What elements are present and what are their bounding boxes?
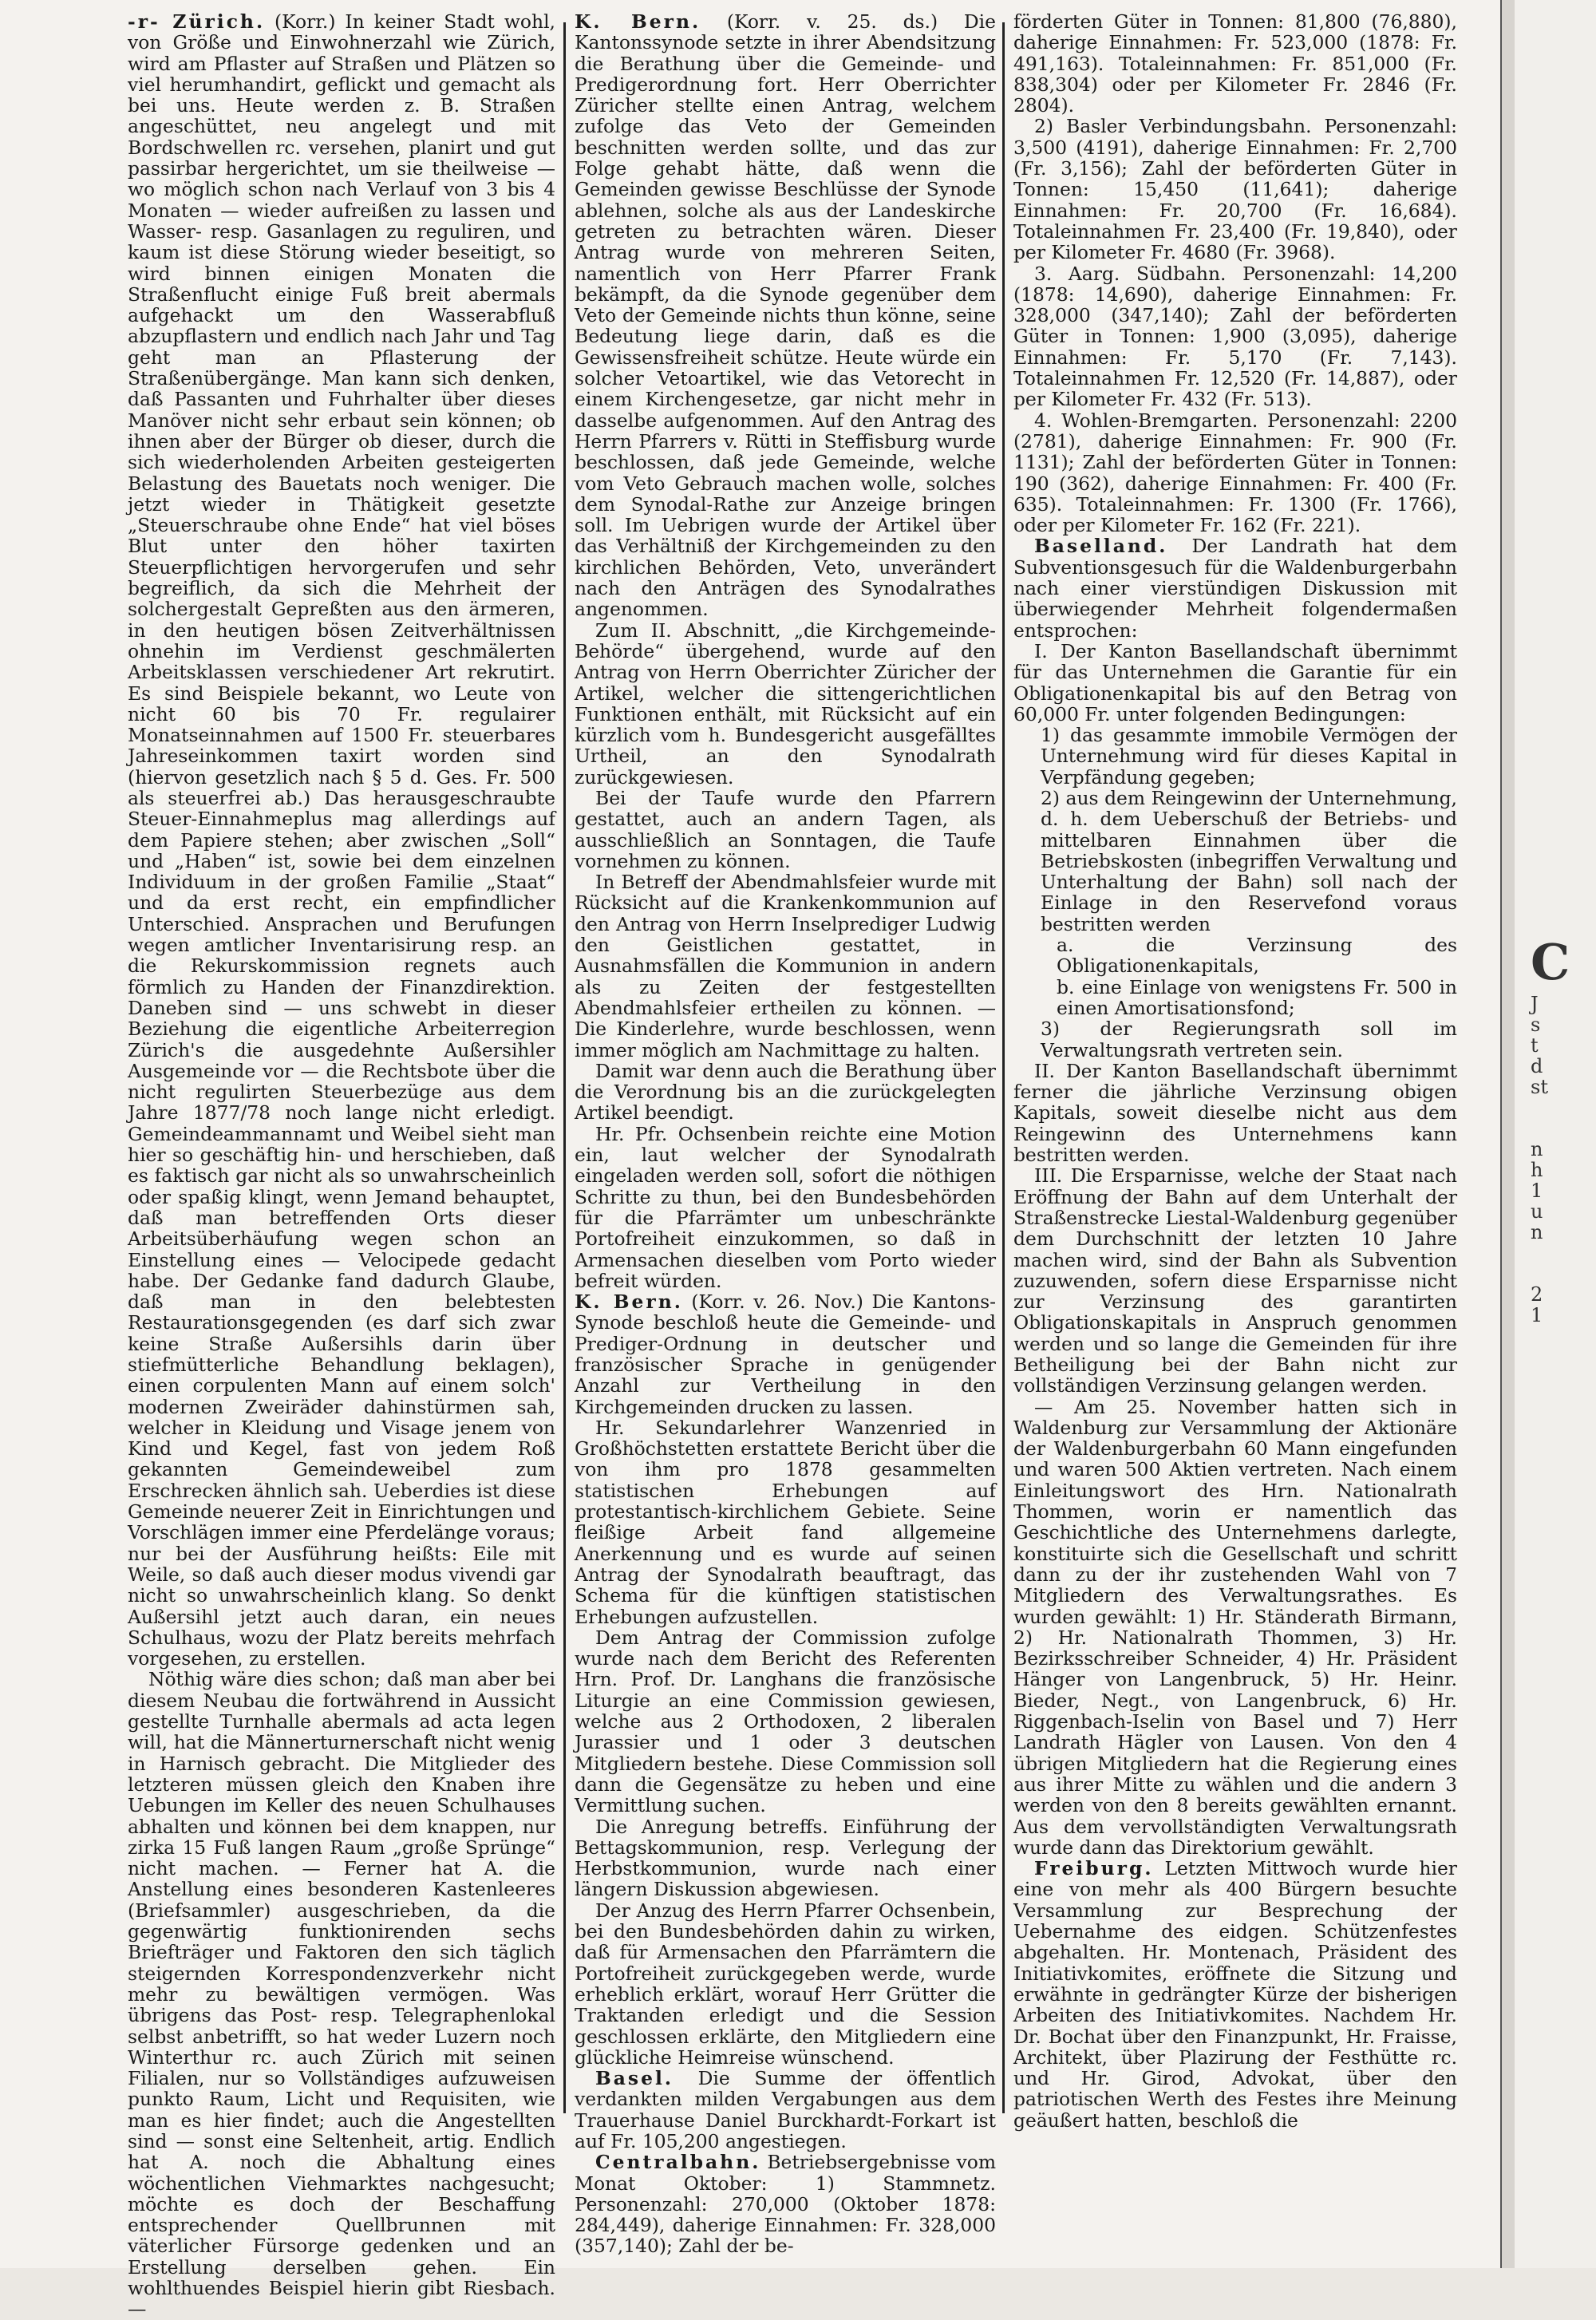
paragraph-text: I. Der Kanton Basellandschaft übernimmt für das Unternehmen die Garantie für ein Obligationenkapital bis auf den Betrag von 60,000 Fr. unter folgenden Bedingungen: xyxy=(1013,639,1457,725)
article-paragraph xyxy=(128,1669,555,2319)
adjacent-fragment: 1 xyxy=(1531,1304,1543,1326)
adjacent-fragment: t xyxy=(1531,1034,1539,1057)
adjacent-fragment xyxy=(1531,1118,1570,1139)
article-paragraph xyxy=(1013,11,1457,116)
dateline: K. Bern. xyxy=(575,10,701,33)
article-paragraph xyxy=(575,1124,996,1291)
adjacent-fragment: s xyxy=(1531,1014,1541,1036)
article-paragraph xyxy=(1013,641,1457,725)
adjacent-fragment: st xyxy=(1531,1076,1548,1098)
page-fold xyxy=(1500,0,1515,2268)
paragraph-text: Hr. Sekundarlehrer Wanzenried in Großhöchstetten erstattete Bericht über die von ihm pro 1878 gesammelten statistischen Erhebungen auf protestantisch-kirchlichem Gebiete. Seine fleißige Arbeit fand allgemeine Anerkennung und es wurde auf seinen Antrag der Synodalrath beauftragt, das Schema für die künftigen statistischen Erhebungen aufzustellen. xyxy=(575,1416,996,1628)
paragraph-text: (Korr.) In keiner Stadt wohl, von Größe und Einwohnerzahl wie Zürich, wird am Pflaster auf Straßen und Plätzen so viel herumhandirt, geflickt und gemacht als bei uns. Heute werden z. B. Straßen angeschüttet, neu angelegt und mit Bordschwellen rc. versehen, planirt und gut passirbar hergerichtet, um sie theilweise — wo möglich schon nach Verlauf von 3 bis 4 Monaten — wieder aufreißen zu lassen und Wasser- resp. Gasanlagen zu reguliren, und kaum ist diese Störung wieder beseitigt, so wird binnen einigen Monaten die Straßenflucht einige Fuß breit abermals aufgehackt um den Wasserabfluß abzupflastern und endlich nach Jahr und Tag geht man an Pflasterung der Straßenübergänge. Man kann sich denken, daß Passanten und Fuhrhalter über dieses Manöver nicht sehr erbaut sein können; ob ihnen aber der Bürger ob dieser, durch die sich wiederholenden Arbeiten gesteigerten Belastung des Bauetats noch weniger. Die jetzt wieder in Thätigkeit gesetzte „Steuerschraube ohne Ende“ hat viel böses Blut unter den höher taxirten Steuerpflichtigen hervorgerufen und sehr begreiflich, da sich die Mehrheit der solchergestalt Gepreßten aus den ärmeren, in den heutigen bösen Zeitverhältnissen ohnehin im Verdienst geschmälerten Arbeitsklassen verschiedener Art rekrutirt. Es sind Beispiele bekannt, wo Leute von nicht 60 bis 70 Fr. regulairer Monatseinnahmen auf 1500 Fr. steuerbares Jahreseinkommen taxirt worden sind (hiervon gesetzlich nach § 5 d. Ges. Fr. 500 als steuerfrei ab.) Das herausgeschraubte Steuer-Einnahmeplus mag allerdings auf dem Papiere stehen; aber zwischen „Soll“ und „Haben“ ist, sowie bei dem einzelnen Individuum in der großen Familie „Staat“ und da erst recht, ein empfindlicher Unterschied. Ansprachen und Berufungen wegen amtlicher Inventarisirung resp. an die Rekurskommission regnets auch förmlich zu Handen der Finanzdirektion. Daneben sind — uns schwebt in dieser Beziehung die eigentliche Arbeiterregion Zürich's die ausgedehnte Außersihler Ausgemeinde vor — die Rechtsbote über die nicht regulirten Steuerbezüge aus dem Jahre 1877/78 noch lange nicht erledigt. Gemeindeammannamt und Weibel sieht man hier so geschäftig hin- und herschieben, daß es faktisch gar nicht als so unwahrscheinlich oder spaßig klingt, wenn Jemand behauptet, daß man betreffenden Orts dieser Arbeitsüberhäufung wegen schon an Einstellung eines — Velocipede gedacht habe. Der Gedanke fand dadurch Glaube, daß man in den belebtesten Restaurationsgegenden (es darf sich zwar keine Straße Außersihls darin über stiefmütterliche Behandlung beklagen), einen corpulenten Mann auf einem solch' modernen Zweiräder dahinstürmen sah, welcher in Kleidung und Visage jenem von Kind und Kegel, fast von jedem Roß gekannten Gemeindeweibel zum Erschrecken ähnlich sah. Ueberdies ist diese Gemeinde neuerer Zeit in Einrichtungen und Vorschlägen immer eine Pferdelänge voraus; nur bei der Ausführung heißts: Eile mit Weile, so daß auch dieser modus vivendi gar nicht so unwahrscheinlich klang. So denkt Außersihl jetzt auch daran, ein neues Schulhaus, wozu der Platz bereits mehrfach vorgesehen, zu erstellen. xyxy=(128,10,555,1670)
article-paragraph xyxy=(575,1816,996,1900)
adjacent-page-edge xyxy=(1500,0,1596,2268)
paragraph-text: Die Anregung betreffs. Einführung der Bettagskommunion, resp. Verlegung der Herbstkommunion, wurde nach einer längern Diskussion abgewiesen. xyxy=(575,1815,996,1901)
paragraph-text: Der Anzug des Herrn Pfarrer Ochsenbein, bei den Bundesbehörden dahin zu wirken, daß für Armensachen den Pfarrämtern die Portofreiheit zurückgegeben werde, wurde erheblich erklärt, worauf Herr Grütter die Traktanden erledigt und die Session geschlossen erklärte, den Mitgliedern eine glückliche Heimreise wünschend. xyxy=(575,1899,996,2069)
paragraph-text: 1) das gesammte immobile Vermögen der Unternehmung wird für dieses Kapital in Verpfändung gegeben; xyxy=(1041,724,1457,788)
adjacent-fragment: 1 xyxy=(1531,1180,1543,1202)
column-middle xyxy=(575,10,997,2258)
paragraph-text: (Korr. v. 25. ds.) Die Kantonssynode setzte in ihrer Abendsitzung die Berathung über die Gemeinde- und Predigerordnung fort. Herr Oberrichter Züricher stellte einen Antrag, welchem zufolge das Veto der Gemeinden beschnitten werden sollte, und das zur Folge gehabt hätte, daß wenn die Gemeinden gewisse Beschlüsse der Synode ablehnen, solche als aus der Landeskirche getreten zu betrachten wären. Dieser Antrag wurde von mehreren Seiten, namentlich von Herr Pfarrer Frank bekämpft, da die Synode gegenüber dem Veto der Gemeinde nichts thun könne, seine Bedeutung liege darin, daß es die Gewissensfreiheit schütze. Heute würde ein solcher Vetoartikel, wie das Vetorecht in einem Kirchengesetze, gar nicht mehr in dasselbe aufgenommen. Auf den Antrag des Herrn Pfarrers v. Rütti in Steffisburg wurde beschlossen, daß jede Gemeinde, welche vom Veto Gebrauch machen wolle, solches dem Synodal-Rathe zur Anzeige bringen soll. Im Uebrigen wurde der Artikel über das Verhältniß der Kirchgemeinden zu den kirchlichen Behörden, Veto, unverändert nach den Anträgen des Synodalrathes angenommen. xyxy=(575,10,996,621)
adjacent-page-text xyxy=(1531,933,1570,1326)
article-paragraph xyxy=(575,871,996,1061)
dateline: K. Bern. xyxy=(575,1290,683,1314)
paragraph-text: Der Landrath hat dem Subventionsgesuch für die Waldenburgerbahn nach einer vierstündigen Diskussion mit überwiegender Mehrheit folgendermaßen entsprochen: xyxy=(1013,535,1457,642)
column-right xyxy=(1013,10,1457,2132)
article-paragraph xyxy=(575,1061,996,1124)
dateline: Freiburg. xyxy=(1034,1857,1154,1880)
adjacent-fragment: u xyxy=(1531,1200,1543,1223)
adjacent-fragment xyxy=(1531,1243,1570,1263)
adjacent-fragment: n xyxy=(1531,1221,1543,1243)
paragraph-text: Zum II. Abschnitt, „die Kirchgemeinde-Behörde“ übergehend, wurde auf den Antrag von Herrn Oberrichter Züricher der Artikel, welcher die sittengerichtlichen Funktionen enthält, mit Rücksicht auf ein kürzlich vom h. Bundesgericht ausgefälltes Urtheil, an den Synodalrath zurückgewiesen. xyxy=(575,619,996,788)
adjacent-initial: C xyxy=(1531,933,1570,991)
paragraph-text: Damit war denn auch die Berathung über die Verordnung bis an die zurückgelegten Artikel beendigt. xyxy=(575,1059,996,1124)
article-paragraph xyxy=(1013,263,1457,410)
article-paragraph xyxy=(575,1900,996,2068)
article-paragraph xyxy=(575,2068,996,2152)
adjacent-fragment: n xyxy=(1531,1138,1543,1160)
article-paragraph xyxy=(1013,1061,1457,1165)
paragraph-text: 3. Aarg. Südbahn. Personenzahl: 14,200 (1878: 14,690), daherige Einnahmen: Fr. 328,000 (347,140); Zahl der beförderten Güter in Tonnen: 1,900 (3,095), daherige Einnahmen: Fr. 5,170 (Fr. 7,143). Totaleinnahmen Fr. 12,520 (Fr. 14,887), oder per Kilometer Fr. 432 (Fr. 513). xyxy=(1013,262,1457,411)
paragraph-text: Die Summe der öffentlich verdankten milden Vergabungen aus dem Trauerhause Daniel Burckhardt-Forkart ist auf Fr. 105,200 angestiegen. xyxy=(575,2067,996,2152)
dateline: -r- Zürich. xyxy=(128,10,266,33)
article-paragraph xyxy=(575,788,996,871)
paragraph-text: — Am 25. November hatten sich in Waldenburg zur Versammlung der Aktionäre der Waldenburgerbahn 60 Mann eingefunden und waren 500 Aktien vertreten. Nach einem Einleitungswort des Hrn. Nationalrath Thommen, worin er namentlich das Geschichtliche des Unternehmens darlegte, konstituirte sich die Gesellschaft und schritt dann zu der ihr zustehenden Wahl von 7 Mitgliedern des Verwaltungsrathes. Es wurden gewählt: 1) Hr. Ständerath Birmann, 2) Hr. Nationalrath Thommen, 3) Hr. Bezirksschreiber Schneider, 4) Hr. Präsident Hänger von Langenbruck, 5) Hr. Heinr. Bieder, Negt., von Langenbruck, 6) Hr. Riggenbach-Iselin von Basel und 7) Herr Landrath Hägler von Lausen. Von den 4 übrigen Mitgliedern hat die Regierung eines aus ihrer Mitte zu wählen und die andern 3 werden von den 8 bereits gewählten ernannt. Aus dem vervollständigten Verwaltungsrath wurde dann das Direktorium gewählt. xyxy=(1013,1395,1457,1859)
paragraph-text: 4. Wohlen-Bremgarten. Personenzahl: 2200 (2781), daherige Einnahmen: Fr. 900 (Fr. 1131); Zahl der beförderten Güter in Tonnen: 190 (362), daherige Einnahmen: Fr. 400 (Fr. 635). Totaleinnahmen: Fr. 1300 (Fr. 1766), oder per Kilometer Fr. 162 (Fr. 221). xyxy=(1013,409,1457,537)
article-paragraph xyxy=(575,2152,996,2256)
adjacent-fragment: J xyxy=(1531,993,1539,1015)
paragraph-text: Hr. Pfr. Ochsenbein reichte eine Motion ein, laut welcher der Synodalrath eingeladen werden soll, sofort die nöthigen Schritte zu thun, bei den Bundesbehörden für die Pfarrämter um unbeschränkte Portofreiheit einzukommen, so daß in Armensachen dieselben vom Porto wieder befreit würden. xyxy=(575,1122,996,1292)
article-paragraph xyxy=(1013,536,1457,640)
dateline: Basel. xyxy=(595,2067,674,2090)
article-paragraph xyxy=(575,620,996,788)
dateline: Baselland. xyxy=(1034,535,1168,558)
paragraph-text: Bei der Taufe wurde den Pfarrern gestattet, auch an andern Tagen, als ausschließlich an Sonntagen, die Taufe vornehmen zu können. xyxy=(575,786,996,872)
article-paragraph xyxy=(1013,1397,1457,1859)
paragraph-text: Dem Antrag der Commission zufolge wurde nach dem Bericht des Referenten Hrn. Prof. Dr. Langhans die französische Liturgie an eine Commission gewiesen, welche aus 2 Orthodoxen, 2 liberalen Jurassier und 1 oder 3 deutschen Mitgliedern bestehe. Diese Commission soll dann die Gegensätze zu heben und eine Vermittlung suchen. xyxy=(575,1626,996,1817)
paragraph-text: Betriebsergebnisse vom Monat Oktober: 1) Stammnetz. Personenzahl: 270,000 (Oktober 1878: 284,449), daherige Einnahmen: Fr. 328,000 (357,140); Zahl der be- xyxy=(575,2151,996,2258)
article-paragraph xyxy=(1013,1018,1457,1061)
adjacent-fragment: h xyxy=(1531,1159,1543,1181)
article-paragraph xyxy=(1013,1165,1457,1396)
paragraph-text: (Korr. v. 26. Nov.) Die Kantons-Synode beschloß heute die Gemeinde- und Prediger-Ordnung in deutscher und französischer Sprache in genügender Anzahl zur Vertheilung in den Kirchgemeinden drucken zu lassen. xyxy=(575,1290,997,1418)
article-paragraph xyxy=(128,11,555,1669)
article-paragraph xyxy=(575,1417,996,1627)
article-paragraph xyxy=(575,11,996,620)
article-paragraph xyxy=(1013,410,1457,536)
paragraph-text: II. Der Kanton Basellandschaft übernimmt ferner die jährliche Verzinsung obigen Kapitals, soweit dieselbe nicht aus dem Reingewinn des Unternehmens kann bestritten werden. xyxy=(1013,1059,1457,1167)
paragraph-text: förderten Güter in Tonnen: 81,800 (76,880), daherige Einnahmen: Fr. 523,000 (1878: Fr. 491,163). Totaleinnahmen: Fr. 851,000 (Fr. 838,304) oder per Kilometer Fr. 2846 (Fr. 2804). xyxy=(1013,10,1457,117)
paragraph-text: 3) der Regierungsrath soll im Verwaltungsrath vertreten sein. xyxy=(1041,1018,1457,1061)
article-paragraph xyxy=(1013,977,1457,1019)
paragraph-text: In Betreff der Abendmahlsfeier wurde mit Rücksicht auf die Krankenkommunion auf den Antrag von Herrn Inselprediger Ludwig den Geistlichen gestattet, in Ausnahmsfällen die Kommunion in andern als zu Zeiten der festgestellten Abendmahlsfeier ertheilen zu können. — Die Kinderlehre, wurde beschlossen, wenn immer möglich am Nachmittage zu halten. xyxy=(575,871,996,1061)
article-paragraph xyxy=(1013,1858,1457,2131)
column-divider xyxy=(1002,22,1005,2113)
article-paragraph xyxy=(1013,116,1457,263)
adjacent-fragment xyxy=(1531,1263,1570,1284)
dateline: Centralbahn. xyxy=(595,2151,761,2174)
column-divider xyxy=(563,22,566,2113)
paragraph-text: Nöthig wäre dies schon; daß man aber bei diesem Neubau die fortwährend in Aussicht gestellte Turnhalle abermals ad acta legen will, hat die Männerturnerschaft nicht wenig in Harnisch gebracht. Die Mitglieder des letzteren müssen gleich den Knaben ihre Uebungen im Keller des neuen Schulhauses abhalten und können bei dem knappen, nur zirka 15 Fuß langen Raum „große Sprünge“ nicht machen. — Ferner hat A. die Anstellung eines besonderen Kastenleeres (Briefsammler) ausgeschrieben, da die gegenwärtig funktionirenden sechs Briefträger und Faktoren den sich täglich steigernden Korrespondenzverkehr nicht mehr zu bewältigen vermögen. Was übrigens das Post- resp. Telegraphenlokal selbst anbetrifft, so hat weder Luzern noch Winterthur rc. auch Zürich mit seinen Filialen, nur so Vollständiges aufzuweisen punkto Raum, Licht und Requisiten, wie man es hier findet; auch die Angestellten sind — sonst eine Seltenheit, artig. Endlich hat A. noch die Abhaltung eines wöchentlichen Viehmarktes nachgesucht; möchte es doch der Beschaffung entsprechender Quellbrunnen mit väterlicher Fürsorge gedenken und an Erstellung derselben gehen. Ein wohlthuendes Beispiel hierin gibt Riesbach. — xyxy=(128,1668,555,2320)
paragraph-text: 2) aus dem Reingewinn der Unternehmung, d. h. dem Ueberschuß der Betriebs- und mittelbaren Einnahmen über die Betriebskosten (inbegriffen Verwaltung und Unterhaltung der Bahn) soll nach der Einlage in den Reservefond voraus bestritten werden xyxy=(1041,786,1457,935)
paragraph-text: Letzten Mittwoch wurde hier eine von mehr als 400 Bürgern besuchte Versammlung zur Besprechung der Uebernahme des eidgen. Schützenfestes abgehalten. Hr. Montenach, Präsident des Initiativkomites, eröffnete die Sitzung und erwähnte in gedrängter Kürze der bisherigen Arbeiten des Initiativkomites. Nachdem Hr. Dr. Bochat über den Finanzpunkt, Hr. Fraisse, Architekt, über Plazirung der Festhütte rc. und Hr. Girod, Advokat, über den patriotischen Werth des Festes ihre Meinung geäußert hatten, beschloß die xyxy=(1013,1857,1457,2132)
article-paragraph xyxy=(575,1627,996,1816)
paragraph-text: 2) Basler Verbindungsbahn. Personenzahl: 3,500 (4191), daherige Einnahmen: Fr. 2,700 (Fr. 3,156); Zahl der beförderten Güter in Tonnen: 15,450 (11,641); daherige Einnahmen: Fr. 20,700 (Fr. 16,684). Totaleinnahmen Fr. 23,400 (Fr. 19,840), oder per Kilometer Fr. 4680 (Fr. 3968). xyxy=(1013,115,1457,264)
paragraph-text: a. die Verzinsung des Obligationenkapitals, xyxy=(1057,934,1457,978)
adjacent-fragment xyxy=(1531,1097,1570,1118)
adjacent-fragment: d xyxy=(1531,1055,1543,1077)
article-paragraph xyxy=(1013,935,1457,977)
article-paragraph xyxy=(1013,725,1457,788)
article-paragraph xyxy=(575,1291,996,1417)
paragraph-text: III. Die Ersparnisse, welche der Staat nach Eröffnung der Bahn auf dem Unterhalt der Straßenstrecke Liestal-Waldenburg gegenüber dem Durchschnitt der letzten 10 Jahre machen wird, sind der Bahn als Subvention zuzuwenden, sofern diese Ersparnisse nicht zur Verzinsung des garantirten Obligationskapitals in Anspruch genommen werden und so lange die Gemeinden für ihre Betheiligung bei der Bahn nicht zur vollständigen Verzinsung gelangen werden. xyxy=(1013,1164,1457,1397)
paragraph-text: b. eine Einlage von wenigstens Fr. 500 in einen Amortisationsfond; xyxy=(1057,975,1457,1019)
column-left xyxy=(128,10,555,2320)
adjacent-fragment: 2 xyxy=(1531,1283,1543,1306)
article-paragraph xyxy=(1013,788,1457,935)
